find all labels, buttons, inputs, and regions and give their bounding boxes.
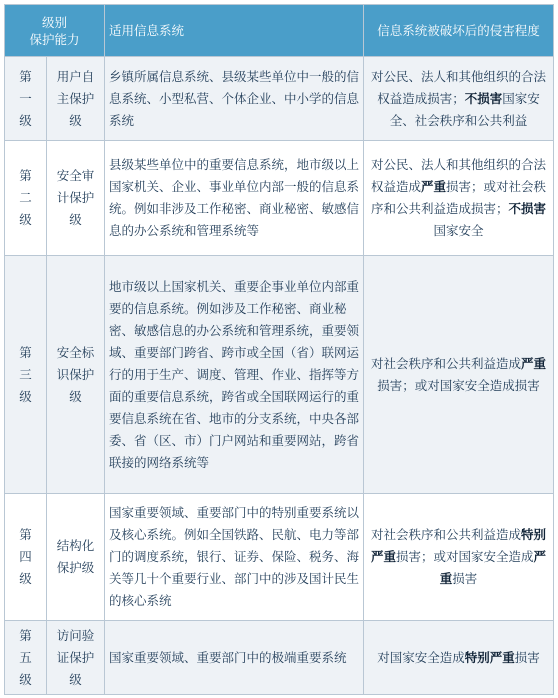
header-level-capability: [5, 5, 105, 57]
header-capability-label: 保护能力: [29, 31, 80, 47]
applicable-systems-cell: 乡镇所属信息系统、县级某些单位中一般的信息系统、小型私营、个体企业、中小学的信息系统: [105, 57, 364, 141]
applicable-systems-cell: 国家重要领域、重要部门中的特别重要系统以及核心系统。例如全国铁路、民航、电力等部门的调度系统，银行、证券、保险、税务、海关等几十个重要行业、部门中的涉及国计民生的核心系统: [105, 494, 364, 621]
table-row: [5, 57, 554, 141]
table-row: [5, 494, 554, 621]
header-applicable-systems: 适用信息系统: [105, 5, 364, 57]
table-row: [5, 256, 554, 494]
table-row: [5, 141, 554, 256]
protection-name-cell: 安全审 计保护 级: [47, 141, 105, 256]
protection-level-table: [4, 4, 554, 695]
harm-degree-cell: 对社会秩序和公共利益造成特别严重损害；或对国家安全造成严重损害: [364, 494, 554, 621]
protection-name-cell: 用户自 主保护 级: [47, 57, 105, 141]
protection-name-cell: 安全标 识保护 级: [47, 256, 105, 494]
header-level-label: 级别: [42, 14, 68, 30]
harm-degree-cell: 对社会秩序和公共利益造成严重损害；或对国家安全造成损害: [364, 256, 554, 494]
harm-degree-cell: 对公民、法人和其他组织的合法权益造成严重损害；或对社会秩序和公共利益造成损害；不损害国家安全: [364, 141, 554, 256]
applicable-systems-cell: 地市级以上国家机关、重要企事业单位内部重要的信息系统。例如涉及工作秘密、商业秘密、敏感信息的办公系统和管理系统，重要领域、重要部门跨省、跨市或全国（省）联网运行的用于生产、调度、管理、作业、指挥等方面的重要信息系统，跨省或全国联网运行的重要信息系统在省、地市的分支系统，中央各部委、省（区、市）门户网站和重要网站，跨省联接的网络系统等: [105, 256, 364, 494]
harm-degree-cell: 对公民、法人和其他组织的合法权益造成损害；不损害国家安全、社会秩序和公共利益: [364, 57, 554, 141]
level-cell: 第 二 级: [5, 141, 47, 256]
protection-name-cell: 结构化 保护级: [47, 494, 105, 621]
level-cell: 第 一 级: [5, 57, 47, 141]
protection-level-table-container: [4, 4, 553, 694]
protection-name-cell: 访问验 证保护 级: [47, 621, 105, 695]
level-cell: 第 三 级: [5, 256, 47, 494]
harm-degree-cell: 对国家安全造成特别严重损害: [364, 621, 554, 695]
level-cell: 第 四 级: [5, 494, 47, 621]
table-row: [5, 621, 554, 695]
applicable-systems-cell: 国家重要领域、重要部门中的极端重要系统: [105, 621, 364, 695]
level-cell: 第 五 级: [5, 621, 47, 695]
header-harm-degree: 信息系统被破坏后的侵害程度: [364, 5, 554, 57]
table-header-row: [5, 5, 554, 57]
applicable-systems-cell: 县级某些单位中的重要信息系统，地市级以上国家机关、企业、事业单位内部一般的信息系统。例如非涉及工作秘密、商业秘密、敏感信息的办公系统和管理系统等: [105, 141, 364, 256]
